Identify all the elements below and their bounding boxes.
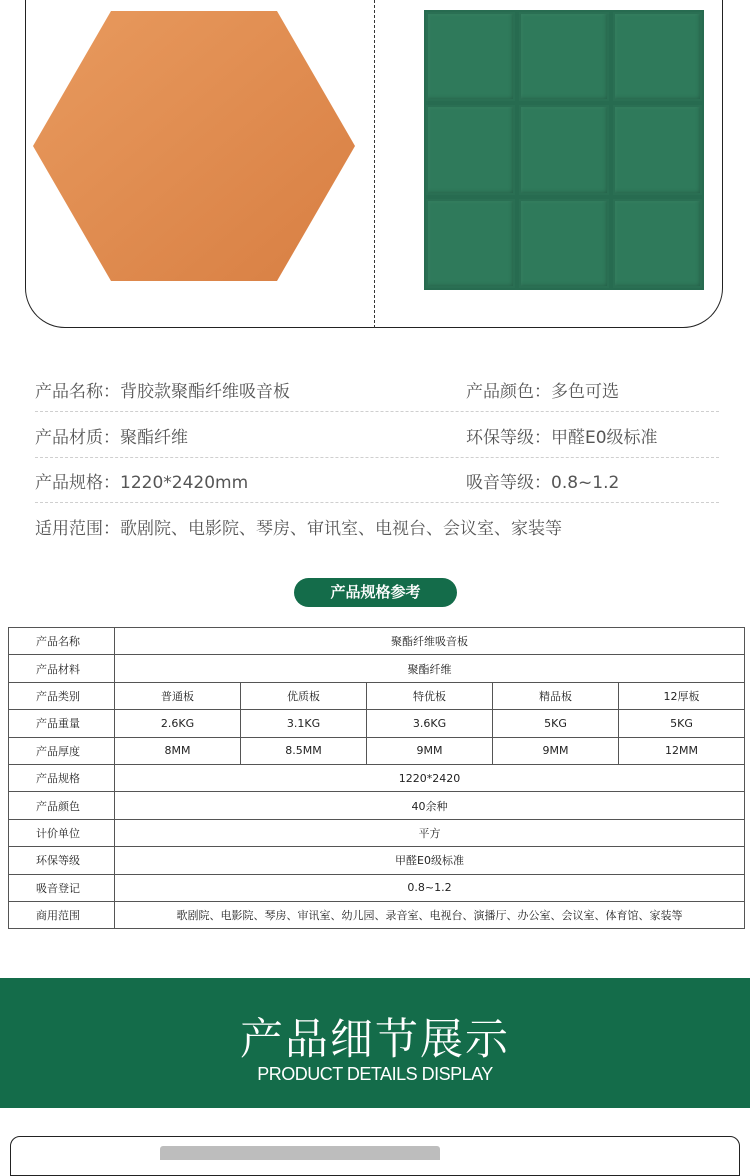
- spec-usage: 适用范围：歌剧院、电影院、琴房、审讯室、电视台、会议室、家装等: [35, 519, 562, 539]
- row-header: 环保等级: [9, 847, 115, 874]
- table-cell: 12MM: [619, 737, 745, 764]
- table-row: [9, 628, 745, 655]
- table-cell: 聚酯纤维: [115, 655, 745, 682]
- table-cell: 5KG: [619, 710, 745, 737]
- spec-material: 产品材质：聚酯纤维: [35, 428, 188, 448]
- spec-row: [35, 367, 719, 412]
- table-cell: 3.6KG: [367, 710, 493, 737]
- panel-tile: [613, 199, 702, 288]
- row-header: 产品规格: [9, 764, 115, 791]
- table-cell: 特优板: [367, 682, 493, 709]
- row-header: 吸音登记: [9, 874, 115, 901]
- panel-tile: [426, 12, 515, 101]
- banner-subtitle: PRODUCT DETAILS DISPLAY: [257, 1064, 493, 1084]
- table-cell: 歌剧院、电影院、琴房、审讯室、幼儿园、录音室、电视台、演播厅、办公室、会议室、体育馆、家装等: [115, 901, 745, 928]
- table-cell: 平方: [115, 819, 745, 846]
- panel-tile: [613, 12, 702, 101]
- details-banner: [0, 978, 750, 1108]
- panel-tile: [426, 199, 515, 288]
- spec-table: [8, 627, 745, 929]
- section-title-pill: 产品规格参考: [294, 578, 457, 607]
- table-cell: 3.1KG: [241, 710, 367, 737]
- row-header: 产品类别: [9, 682, 115, 709]
- spec-row: [35, 458, 719, 503]
- spec-product-color: 产品颜色：多色可选: [466, 382, 619, 402]
- panel-tile: [426, 105, 515, 194]
- table-row: [9, 655, 745, 682]
- image-divider: [374, 0, 375, 328]
- panel-tile: [519, 105, 608, 194]
- hexagon-panel-image: [33, 10, 355, 282]
- table-cell: 12厚板: [619, 682, 745, 709]
- spec-size: 产品规格：1220*2420mm: [35, 473, 249, 493]
- table-row: [9, 737, 745, 764]
- table-row: [9, 819, 745, 846]
- table-cell: 2.6KG: [115, 710, 241, 737]
- table-cell: 0.8~1.2: [115, 874, 745, 901]
- table-row: [9, 682, 745, 709]
- table-cell: 优质板: [241, 682, 367, 709]
- panel-tile: [613, 105, 702, 194]
- table-cell: 精品板: [493, 682, 619, 709]
- row-header: 产品厚度: [9, 737, 115, 764]
- table-row: [9, 764, 745, 791]
- panel-tile: [519, 12, 608, 101]
- table-row: [9, 710, 745, 737]
- table-cell: 甲醛E0级标准: [115, 847, 745, 874]
- row-header: 计价单位: [9, 819, 115, 846]
- table-row: [9, 847, 745, 874]
- table-cell: 聚酯纤维吸音板: [115, 628, 745, 655]
- table-cell: 9MM: [493, 737, 619, 764]
- table-cell: 8.5MM: [241, 737, 367, 764]
- table-row: [9, 901, 745, 928]
- spec-row: [35, 413, 719, 458]
- table-cell: 40余种: [115, 792, 745, 819]
- table-cell: 8MM: [115, 737, 241, 764]
- panel-tile: [519, 199, 608, 288]
- spec-absorption: 吸音等级：0.8~1.2: [466, 473, 620, 493]
- table-row: [9, 792, 745, 819]
- row-header: 产品颜色: [9, 792, 115, 819]
- row-header: 产品材料: [9, 655, 115, 682]
- row-header: 商用范围: [9, 901, 115, 928]
- table-cell: 1220*2420: [115, 764, 745, 791]
- row-header: 产品重量: [9, 710, 115, 737]
- table-cell: 9MM: [367, 737, 493, 764]
- banner-title: 产品细节展示: [240, 1015, 510, 1065]
- spec-row: [35, 504, 719, 549]
- row-header: 产品名称: [9, 628, 115, 655]
- square-grid-panel-image: [424, 10, 704, 290]
- spec-eco-grade: 环保等级：甲醛E0级标准: [466, 428, 658, 448]
- table-cell: 普通板: [115, 682, 241, 709]
- table-cell: 5KG: [493, 710, 619, 737]
- table-row: [9, 874, 745, 901]
- spec-product-name: 产品名称：背胶款聚酯纤维吸音板: [35, 382, 290, 402]
